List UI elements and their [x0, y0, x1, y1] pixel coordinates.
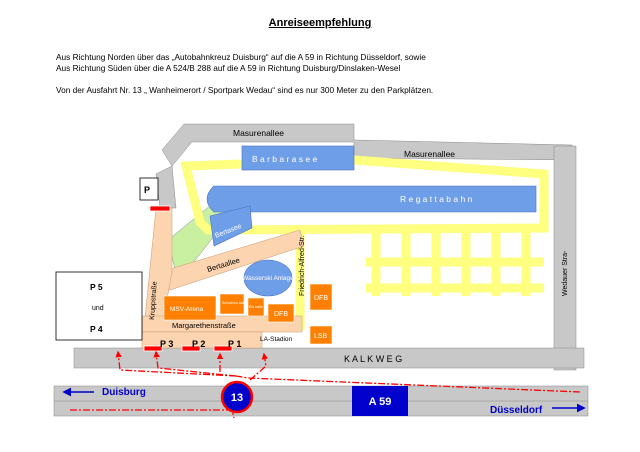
label-regattabahn: R e g a t t a b a h n [400, 194, 473, 204]
label-parking-p: P [144, 185, 151, 195]
label-parking-und: und [92, 305, 104, 312]
p-stub-road [156, 166, 176, 208]
direction-exit: Von der Ausfahrt Nr. 13 „ Wanheimerort / Sportpark Wedau“ sind es nur 300 Meter zu den Parkplätzen. [56, 85, 434, 95]
direction-south: Aus Richtung Süden über die A 524/B 288 auf die A 59 in Richtung Duisburg/Dinslaken-Wesel [56, 63, 401, 73]
label-barbarasee: B a r b a r a s e e [252, 154, 318, 164]
label-msv-arena: MSV-Arena [170, 306, 204, 313]
regattabahn [207, 186, 536, 212]
label-eishalle: Eis-halle [249, 305, 263, 309]
label-dfb-2: DFB [314, 295, 328, 302]
label-bertaallee: Bertaallee [205, 255, 241, 274]
page-title: Anreiseempfehlung [268, 17, 372, 29]
label-masurenallee-2: Masurenallee [404, 149, 456, 159]
label-duesseldorf: Düsseldorf [490, 405, 543, 416]
label-parking-p4: P 4 [90, 324, 103, 334]
label-wasserski: Wasserski Anlage [242, 275, 294, 282]
label-parking-p2: P 2 [192, 339, 206, 349]
label-wedauer: Wedauer Stra- [562, 250, 569, 296]
label-bertasee: Bertasee [214, 222, 243, 240]
label-schwimmhalle: Schwimm-halle [222, 301, 247, 305]
label-la-stadion: LA-Stadion [260, 336, 293, 343]
label-parking-p3: P 3 [160, 339, 174, 349]
label-friedrich-alfred: Friedrich-Alfred-Str. [299, 235, 306, 296]
label-dfb-1: DFB [274, 311, 288, 318]
direction-north: Aus Richtung Norden über das „Autobahnkreuz Duisburg“ auf die A 59 in Richtung Düsseldorf, sowie [56, 52, 426, 62]
parking-boxes [56, 178, 158, 340]
label-duisburg: Duisburg [102, 387, 146, 398]
label-margarethenstrasse: Margarethenstraße [172, 321, 236, 330]
label-masurenallee-1: Masurenallee [233, 128, 285, 138]
label-kruppstrasse: Kruppstraße [149, 281, 159, 321]
label-parking-p1: P 1 [228, 339, 242, 349]
label-a59: A 59 [368, 396, 392, 408]
label-parking-p5: P 5 [90, 282, 103, 292]
label-lsb: LSB [314, 333, 328, 340]
label-kalkweg: K A L K W E G [344, 354, 403, 364]
label-exit-13: 13 [230, 392, 244, 404]
